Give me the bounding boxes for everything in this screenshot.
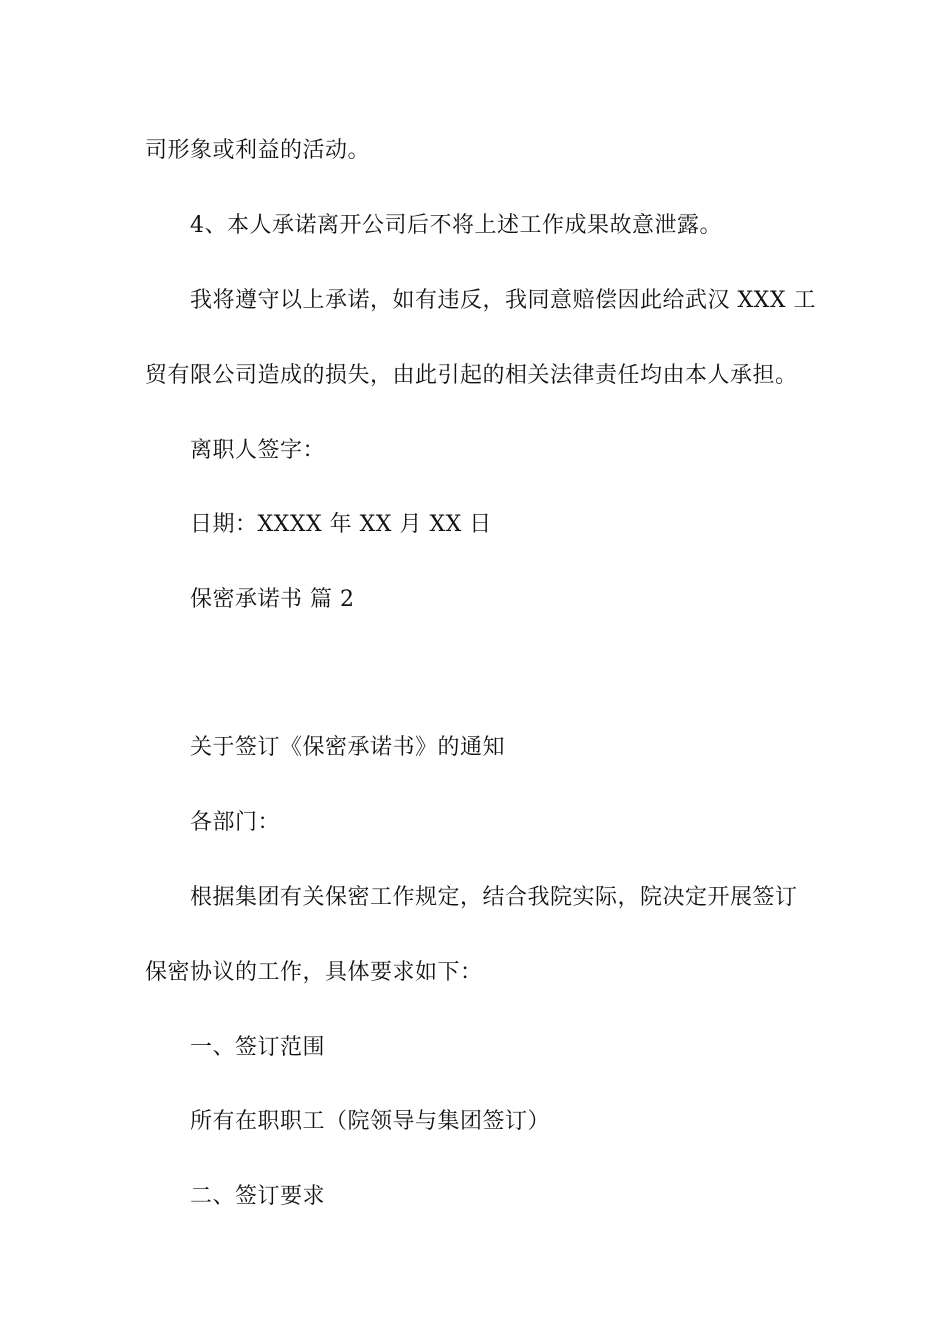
salutation: 各部门： (190, 810, 281, 835)
date-line: 日期：XXXX 年 XX 月 XX 日 (190, 512, 492, 537)
paragraph-line: 司形象或利益的活动。 (145, 138, 371, 163)
notice-title: 关于签订《保密承诺书》的通知 (190, 735, 506, 760)
paragraph-line: 贸有限公司造成的损失，由此引起的相关法律责任均由本人承担。 (145, 363, 798, 388)
section-heading: 二、签订要求 (190, 1184, 326, 1209)
paragraph-line: 根据集团有关保密工作规定，结合我院实际，院决定开展签订 (190, 885, 798, 910)
signature-label: 离职人签字： (190, 438, 326, 463)
section-heading: 一、签订范围 (190, 1035, 326, 1060)
section-title: 保密承诺书 篇 2 (190, 587, 355, 612)
paragraph-line: 4、本人承诺离开公司后不将上述工作成果故意泄露。 (190, 213, 722, 238)
paragraph-line: 我将遵守以上承诺，如有违反，我同意赔偿因此给武汉 XXX 工 (190, 288, 816, 313)
paragraph-line: 保密协议的工作，具体要求如下： (145, 960, 483, 985)
paragraph-line: 所有在职职工（院领导与集团签订） (190, 1109, 551, 1134)
